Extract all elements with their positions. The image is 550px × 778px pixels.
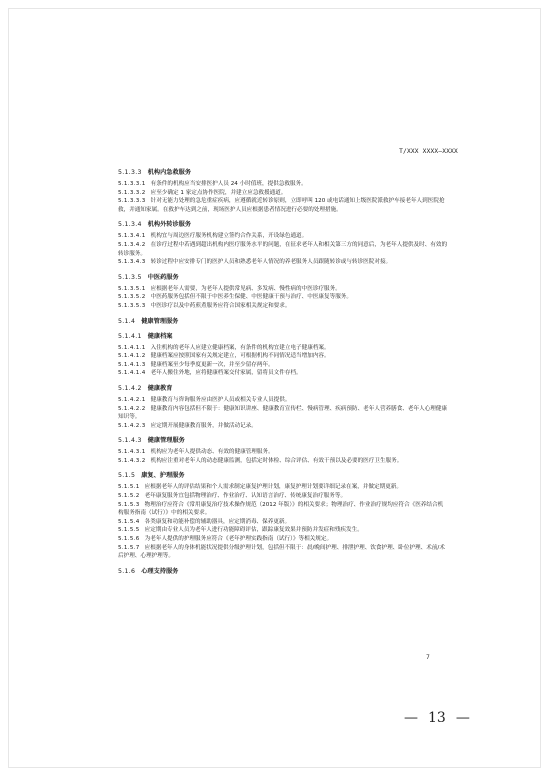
clause-number: 5.1.3.4.1 [118, 233, 146, 240]
clause-text: 老年康复服务宜包括物理治疗、作业治疗、认知语言治疗、传统康复治疗服务等。 [144, 493, 347, 500]
clause-paragraph [118, 189, 448, 198]
section-heading [118, 168, 448, 177]
clause-number: 5.1.4.3.1 [118, 449, 146, 456]
clause-number: 5.1.4.2.2 [118, 405, 146, 412]
clause-number: 5.1.4.1.3 [118, 361, 146, 368]
clause-text: 健康档案至少每季度更新一次，并至少留存两年。 [150, 361, 274, 368]
footer-page-value: 13 [428, 710, 446, 726]
clause-text: 为老年人提供的护理服务应符合《老年护理实践指南（试行）》等相关规定。 [144, 536, 333, 543]
clause-paragraph [118, 535, 448, 544]
section-heading [118, 317, 448, 326]
clause-number: 5.1.3.5.2 [118, 294, 146, 301]
clause-number: 5.1.4.2.1 [118, 396, 146, 403]
clause-text: 健康教育与咨询服务应由医护人员或相关专业人员提供。 [150, 396, 291, 403]
clause-text: 机构应注重对老年人的动态健康监测，包括定时体检、综合评估、有效干预以及必要的医疗卫生服务。 [150, 457, 403, 464]
clause-text: 入住机构的老年人应建立健康档案，有条件的机构宜建立电子健康档案。 [150, 344, 330, 351]
clause-text: 健康档案应按照国家有关规定建立，可根据机构不同情况适当增加内容。 [150, 353, 330, 360]
clause-text: 中医药服务 [147, 273, 179, 281]
clause-text: 康复、护理服务 [141, 472, 185, 480]
clause-number: 5.1.5.7 [118, 544, 140, 551]
clause-number: 5.1.3.3 [118, 169, 142, 176]
clause-number: 5.1.6 [118, 567, 136, 575]
clause-number: 5.1.5 [118, 472, 136, 480]
folio-page-number: 7 [426, 654, 430, 661]
footer-dash-left: — [404, 710, 418, 726]
section-heading [118, 567, 448, 576]
clause-text: 各类康复和功能补偿的辅助器具，应定期消毒、保养更新。 [144, 518, 291, 525]
clause-number: 5.1.4.1.4 [118, 370, 146, 377]
clause-number: 5.1.4.1 [118, 332, 142, 340]
clause-number: 5.1.3.3.3 [118, 198, 146, 205]
clause-paragraph [118, 405, 448, 422]
clause-number: 5.1.3.3.1 [118, 181, 146, 187]
section-heading [118, 220, 448, 229]
clause-number: 5.1.3.4 [118, 221, 142, 229]
footer-page-number [394, 710, 480, 726]
clause-number: 5.1.5.6 [118, 536, 140, 543]
clause-number: 5.1.3.3.2 [118, 189, 146, 196]
clause-text: 转诊过程中应安排专门的医护人员和熟悉老年人情况的养老服务人员跟随转诊或与转诊医院对接。 [150, 259, 392, 266]
clause-paragraph [118, 483, 448, 492]
clause-text: 健康教育 [147, 384, 173, 392]
clause-number: 5.1.3.5.1 [118, 285, 146, 292]
clause-number: 5.1.5.2 [118, 493, 140, 500]
clause-paragraph [118, 422, 448, 431]
clause-number: 5.1.4.1.2 [118, 353, 146, 360]
clause-text: 应根据老年人的身体机能状况提供分级护理计划，包括但不限于：晨/晚间护理、排泄护理、饮食护理、卧位护理、术前/术后护理、心理护理等。 [118, 544, 445, 560]
clause-text: 应定期开展健康教育服务，并做活动记录。 [150, 422, 257, 429]
clause-number: 5.1.4.2.3 [118, 422, 146, 429]
clause-paragraph [118, 180, 448, 189]
clause-paragraph [118, 492, 448, 501]
footer-dash-right: — [455, 710, 470, 726]
clause-number: 5.1.4.1.1 [118, 344, 146, 351]
clause-paragraph [118, 302, 448, 311]
clause-paragraph [118, 232, 448, 241]
clause-text: 针对无能力处理的急危重症疾病，应遵循就近转诊原则，立即呼叫 120 或电话通知上级医院派救护车接老年人到医院抢救，并通知家属。在救护车达到之前，现场医护人员应根据患者情况进行必要的处理措施。 [118, 198, 445, 213]
section-heading [118, 332, 448, 341]
clause-text: 健康档案 [147, 332, 173, 340]
clause-text: 老年人搬住外地，应将健康档案交付家属，留将员文件存档。 [150, 370, 302, 377]
clause-paragraph [118, 258, 448, 267]
clause-paragraph [118, 526, 448, 535]
clause-number: 5.1.4 [118, 317, 136, 325]
standard-number: T/XXX XXXX—XXXX [399, 148, 458, 155]
clause-paragraph [118, 344, 448, 353]
clause-text: 中医诊疗以及中药煎煮服务应符合国家相关规定和要求。 [150, 302, 291, 309]
clause-text: 健康管理服务 [147, 437, 185, 445]
clause-number: 5.1.4.3 [118, 437, 142, 445]
document-body [118, 162, 448, 579]
clause-number: 5.1.5.5 [118, 527, 140, 534]
clause-paragraph [118, 285, 448, 294]
clause-number: 5.1.3.5 [118, 273, 142, 281]
clause-paragraph [118, 544, 448, 561]
clause-number: 5.1.4.3.2 [118, 457, 146, 464]
clause-number: 5.1.3.5.3 [118, 302, 146, 309]
clause-text: 健康管理服务 [141, 317, 179, 325]
clause-paragraph [118, 501, 448, 518]
clause-text: 机构外转诊服务 [147, 221, 192, 229]
clause-paragraph [118, 448, 448, 457]
clause-number: 5.1.5.3 [118, 501, 140, 508]
clause-text: 中医药服务包括但不限于中医养生保健、中医健康干预与治疗、中医康复等服务。 [150, 294, 352, 301]
clause-paragraph [118, 197, 448, 214]
clause-paragraph [118, 396, 448, 405]
clause-text: 心理支持服务 [141, 567, 179, 575]
clause-paragraph [118, 241, 448, 258]
clause-text: 机构内急救服务 [147, 169, 192, 176]
section-heading [118, 273, 448, 282]
clause-text: 应至少确定 1 家定点协作医院，并建立应急救援通道。 [150, 189, 287, 196]
clause-number: 5.1.4.2 [118, 384, 142, 392]
clause-number: 5.1.5.1 [118, 484, 140, 491]
clause-number: 5.1.3.4.2 [118, 241, 146, 248]
clause-paragraph [118, 457, 448, 466]
clause-text: 应定期由专业人员为老年人进行功能障碍评估，跟踪康复效果并预防并发症和残疾发生。 [144, 527, 363, 534]
clause-text: 机构宜与周边医疗服务机构建立签约合作关系，开设绿色通道。 [150, 233, 308, 240]
clause-text: 应根据老年人的评估结果和个人需求制定康复护理计划，康复护理计划要详细记录在案，并做定期更新。 [144, 484, 402, 491]
clause-paragraph [118, 369, 448, 378]
section-heading [118, 471, 448, 480]
section-heading [118, 436, 448, 445]
clause-text: 健康教育内容包括但不限于：健康知识讲座、健康教育宣传栏、慢病管理、疾病预防、老年人营养膳食、老年人心理健康知识等。 [118, 405, 448, 421]
clause-text: 应根据老年人需要，为老年人提供常见病、多发病、慢性病的中医诊疗服务。 [150, 285, 341, 292]
clause-text: 在诊疗过程中若遇到超出机构内医疗服务水平的问题，在征求老年人和相关第三方的同意后，为老年人提供及时、有效的转诊服务。 [118, 241, 448, 257]
clause-text: 有条件的机构应当安排医护人员 24 小时值班，提供急救服务。 [150, 181, 307, 187]
clause-paragraph [118, 293, 448, 302]
section-heading [118, 384, 448, 393]
clause-number: 5.1.3.4.3 [118, 259, 146, 266]
clause-paragraph [118, 518, 448, 527]
clause-paragraph [118, 361, 448, 370]
clause-paragraph [118, 352, 448, 361]
clause-text: 机构应为老年人提供动态、有效的健康管理服务。 [150, 449, 274, 456]
clause-text: 物理治疗应符合《常用康复治疗技术操作规范（2012 年版）》的相关要求；物理治疗、作业治疗规均应符合《医养结合机构服务指南（试行）》中的相关要求。 [118, 501, 444, 517]
clause-number: 5.1.5.4 [118, 518, 140, 525]
